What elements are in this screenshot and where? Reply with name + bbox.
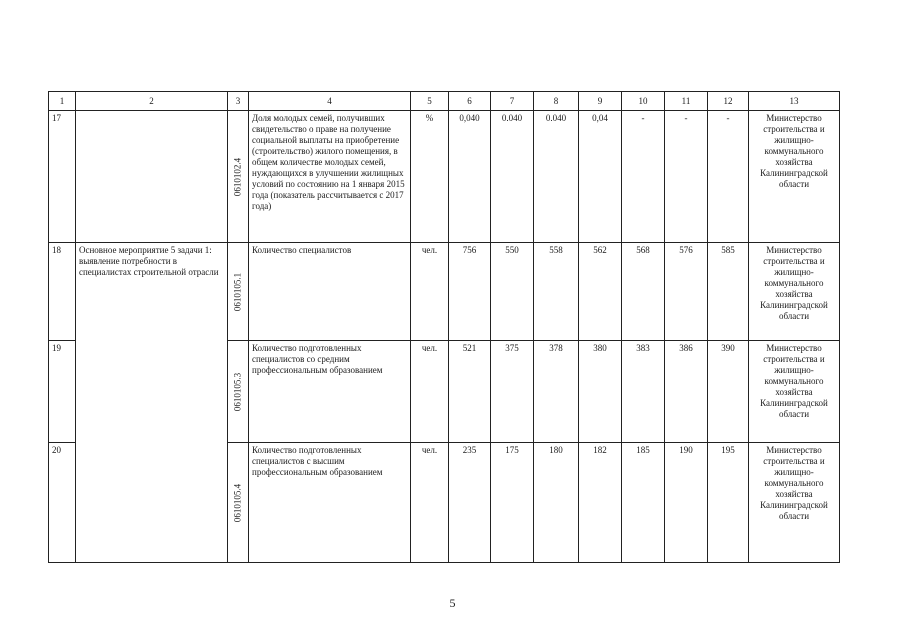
table-row xyxy=(49,243,840,341)
value-cell: 375 xyxy=(491,341,534,443)
responsible-executor: Министерство строительства и жилищно-коммунального хозяйства Калининградской области xyxy=(749,243,840,341)
row-number: 19 xyxy=(49,341,76,443)
table-row xyxy=(49,111,840,243)
header-cell: 12 xyxy=(708,92,749,111)
header-cell: 7 xyxy=(491,92,534,111)
value-cell: 390 xyxy=(708,341,749,443)
indicator-code-cell xyxy=(228,443,249,563)
indicator-code: 0610102.4 xyxy=(232,157,243,196)
indicator-code: 0610105.1 xyxy=(232,272,243,311)
unit-cell: чел. xyxy=(411,243,449,341)
header-cell: 13 xyxy=(749,92,840,111)
unit-cell: чел. xyxy=(411,341,449,443)
indicator-description: Количество подготовленных специалистов со средним профессиональным образованием xyxy=(249,341,411,443)
value-cell: 180 xyxy=(534,443,579,563)
header-cell: 2 xyxy=(76,92,228,111)
value-cell: 235 xyxy=(449,443,491,563)
value-cell: 576 xyxy=(665,243,708,341)
value-cell: 0.040 xyxy=(534,111,579,243)
event-cell-empty xyxy=(76,111,228,243)
header-cell: 1 xyxy=(49,92,76,111)
value-cell: 568 xyxy=(622,243,665,341)
unit-cell: чел. xyxy=(411,443,449,563)
value-cell: 386 xyxy=(665,341,708,443)
row-number: 18 xyxy=(49,243,76,341)
value-cell: 0,040 xyxy=(449,111,491,243)
value-cell: 521 xyxy=(449,341,491,443)
value-cell: 380 xyxy=(579,341,622,443)
header-cell: 4 xyxy=(249,92,411,111)
value-cell: 0.040 xyxy=(491,111,534,243)
indicator-code-cell xyxy=(228,341,249,443)
value-cell: 378 xyxy=(534,341,579,443)
header-cell: 6 xyxy=(449,92,491,111)
indicator-description: Количество подготовленных специалистов с высшим профессиональным образованием xyxy=(249,443,411,563)
value-cell: - xyxy=(708,111,749,243)
main-event-description: Основное мероприятие 5 задачи 1: выявление потребности в специалистах строительной отрасли xyxy=(76,243,228,563)
row-number: 20 xyxy=(49,443,76,563)
page-number: 5 xyxy=(449,596,456,610)
responsible-executor: Министерство строительства и жилищно-коммунального хозяйства Калининградской области xyxy=(749,443,840,563)
value-cell: 558 xyxy=(534,243,579,341)
value-cell: 182 xyxy=(579,443,622,563)
indicator-description: Количество специалистов xyxy=(249,243,411,341)
header-cell: 10 xyxy=(622,92,665,111)
header-cell: 5 xyxy=(411,92,449,111)
responsible-executor: Министерство строительства и жилищно-коммунального хозяйства Калининградской области xyxy=(749,111,840,243)
program-indicators-table xyxy=(48,91,840,563)
value-cell: 585 xyxy=(708,243,749,341)
header-cell: 9 xyxy=(579,92,622,111)
value-cell: 175 xyxy=(491,443,534,563)
value-cell: 195 xyxy=(708,443,749,563)
value-cell: 185 xyxy=(622,443,665,563)
value-cell: - xyxy=(665,111,708,243)
indicator-code: 0610105.4 xyxy=(232,483,243,522)
value-cell: 190 xyxy=(665,443,708,563)
header-cell: 8 xyxy=(534,92,579,111)
indicator-code: 0610105.3 xyxy=(232,372,243,411)
value-cell: - xyxy=(622,111,665,243)
responsible-executor: Министерство строительства и жилищно-коммунального хозяйства Калининградской области xyxy=(749,341,840,443)
indicator-code-cell xyxy=(228,111,249,243)
value-cell: 562 xyxy=(579,243,622,341)
table-header-row xyxy=(49,92,840,111)
value-cell: 550 xyxy=(491,243,534,341)
unit-cell: % xyxy=(411,111,449,243)
row-number: 17 xyxy=(49,111,76,243)
indicator-code-cell xyxy=(228,243,249,341)
indicator-description: Доля молодых семей, получивших свидетельство о праве на получение социальной выплаты на приобретение (строительство) жилого помещения, в общем количестве молодых семей, нуждающихся в улучшении жилищных условий по состоянию на 1 января 2015 года (показатель рассчитывается с 2017 года) xyxy=(249,111,411,243)
value-cell: 0,04 xyxy=(579,111,622,243)
value-cell: 383 xyxy=(622,341,665,443)
header-cell: 3 xyxy=(228,92,249,111)
value-cell: 756 xyxy=(449,243,491,341)
header-cell: 11 xyxy=(665,92,708,111)
